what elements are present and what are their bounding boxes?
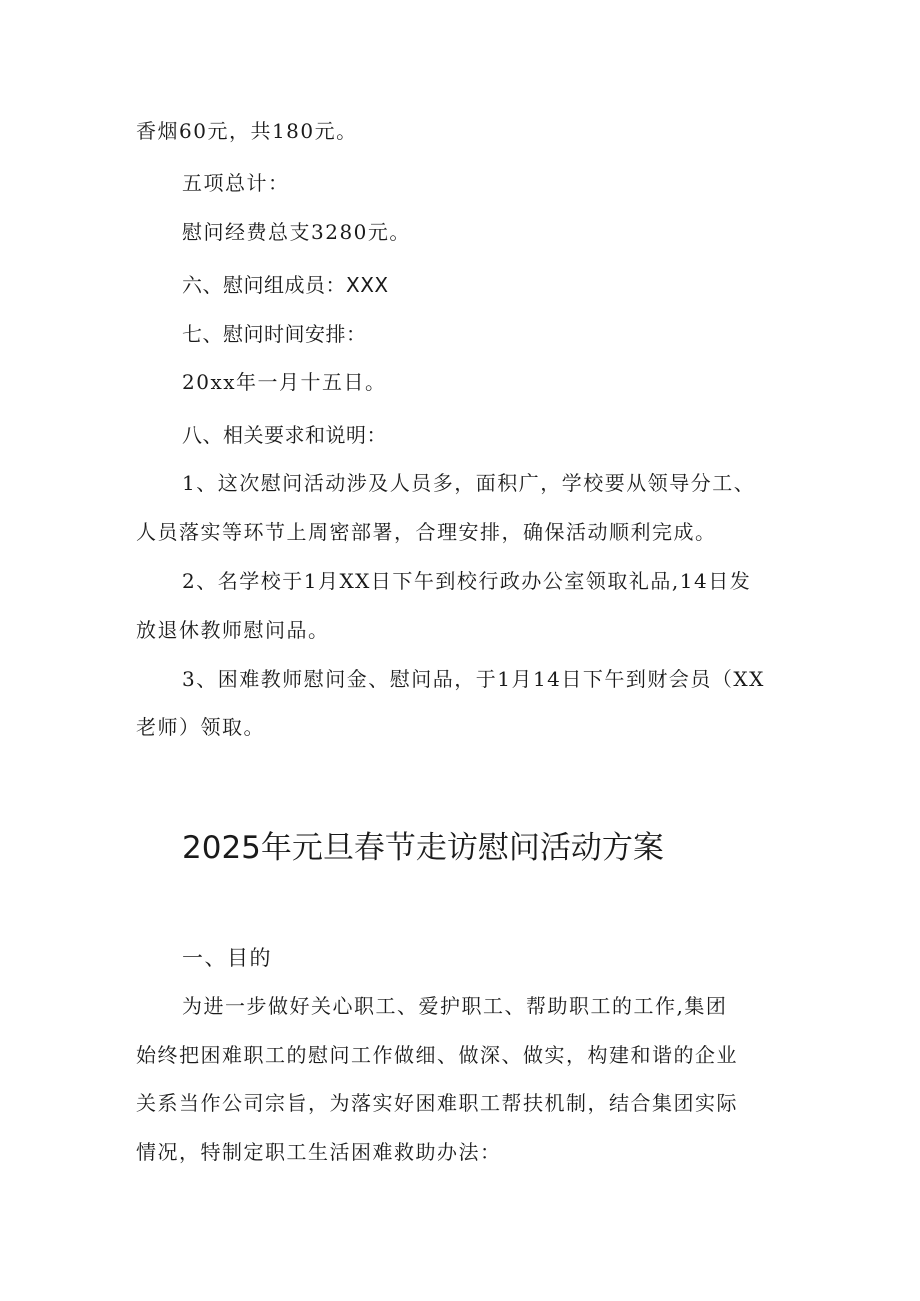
schedule-date: 20xx年一月十五日。 bbox=[182, 370, 387, 394]
requirement-2-line-1: 2、名学校于1月XX日下午到校行政办公室领取礼品,14日发 bbox=[182, 569, 752, 593]
requirement-1-line-1: 1、这次慰问活动涉及人员多，面积广，学校要从领导分工、 bbox=[182, 471, 756, 495]
requirement-1-line-2: 人员落实等环节上周密部署，合理安排，确保活动顺利完成。 bbox=[136, 520, 717, 544]
document-title: 2025年元旦春节走访慰问活动方案 bbox=[182, 830, 664, 866]
requirement-3-line-1: 3、困难教师慰问金、慰问品，于1月14日下午到财会员（XX bbox=[182, 667, 765, 691]
requirement-3-line-2: 老师）领取。 bbox=[136, 715, 265, 739]
purpose-paragraph-line-2: 始终把困难职工的慰问工作做细、做深、做实，构建和谐的企业 bbox=[136, 1043, 738, 1067]
purpose-paragraph-line-1: 为进一步做好关心职工、爱护职工、帮助职工的工作,集团 bbox=[182, 994, 728, 1018]
purpose-paragraph-line-4: 情况，特制定职工生活困难救助办法： bbox=[136, 1140, 502, 1164]
total-label: 五项总计： bbox=[182, 171, 290, 195]
total-value: 慰问经费总支3280元。 bbox=[182, 220, 411, 244]
requirement-2-line-2: 放退休教师慰问品。 bbox=[136, 618, 330, 642]
purpose-paragraph-line-3: 关系当作公司宗旨，为落实好困难职工帮扶机制，结合集团实际 bbox=[136, 1091, 738, 1115]
section-heading-schedule: 七、慰问时间安排： bbox=[182, 322, 367, 346]
section-heading-purpose: 一、目的 bbox=[182, 946, 272, 970]
section-heading-members: 六、慰问组成员：XXX bbox=[182, 273, 389, 297]
section-heading-requirements: 八、相关要求和说明： bbox=[182, 423, 387, 447]
body-line-cigarette: 香烟60元，共180元。 bbox=[136, 119, 358, 143]
